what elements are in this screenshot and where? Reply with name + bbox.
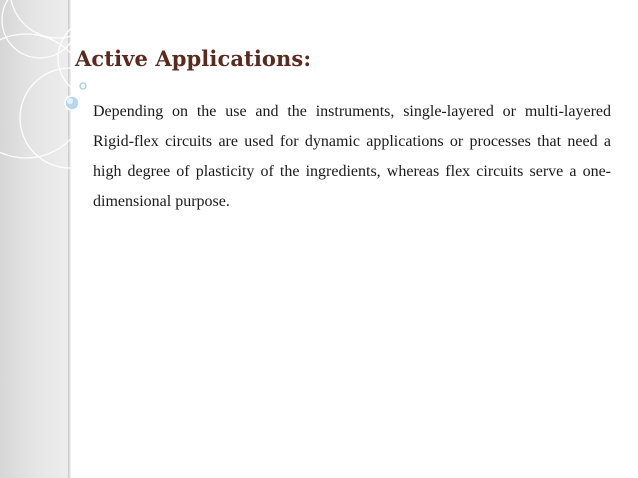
body-paragraph: Depending on the use and the instruments, single-layered or multi-layered Rigid-flex circuits are used for dynamic applications or processes that need a high degree of plasticity of the ingredients, whereas flex circuits serve a one-dimensional purpose. bbox=[93, 103, 611, 210]
small-ring-icon bbox=[80, 83, 86, 89]
slide-title: Active Applications: bbox=[75, 46, 312, 71]
bullet-circle-icon bbox=[65, 96, 79, 110]
